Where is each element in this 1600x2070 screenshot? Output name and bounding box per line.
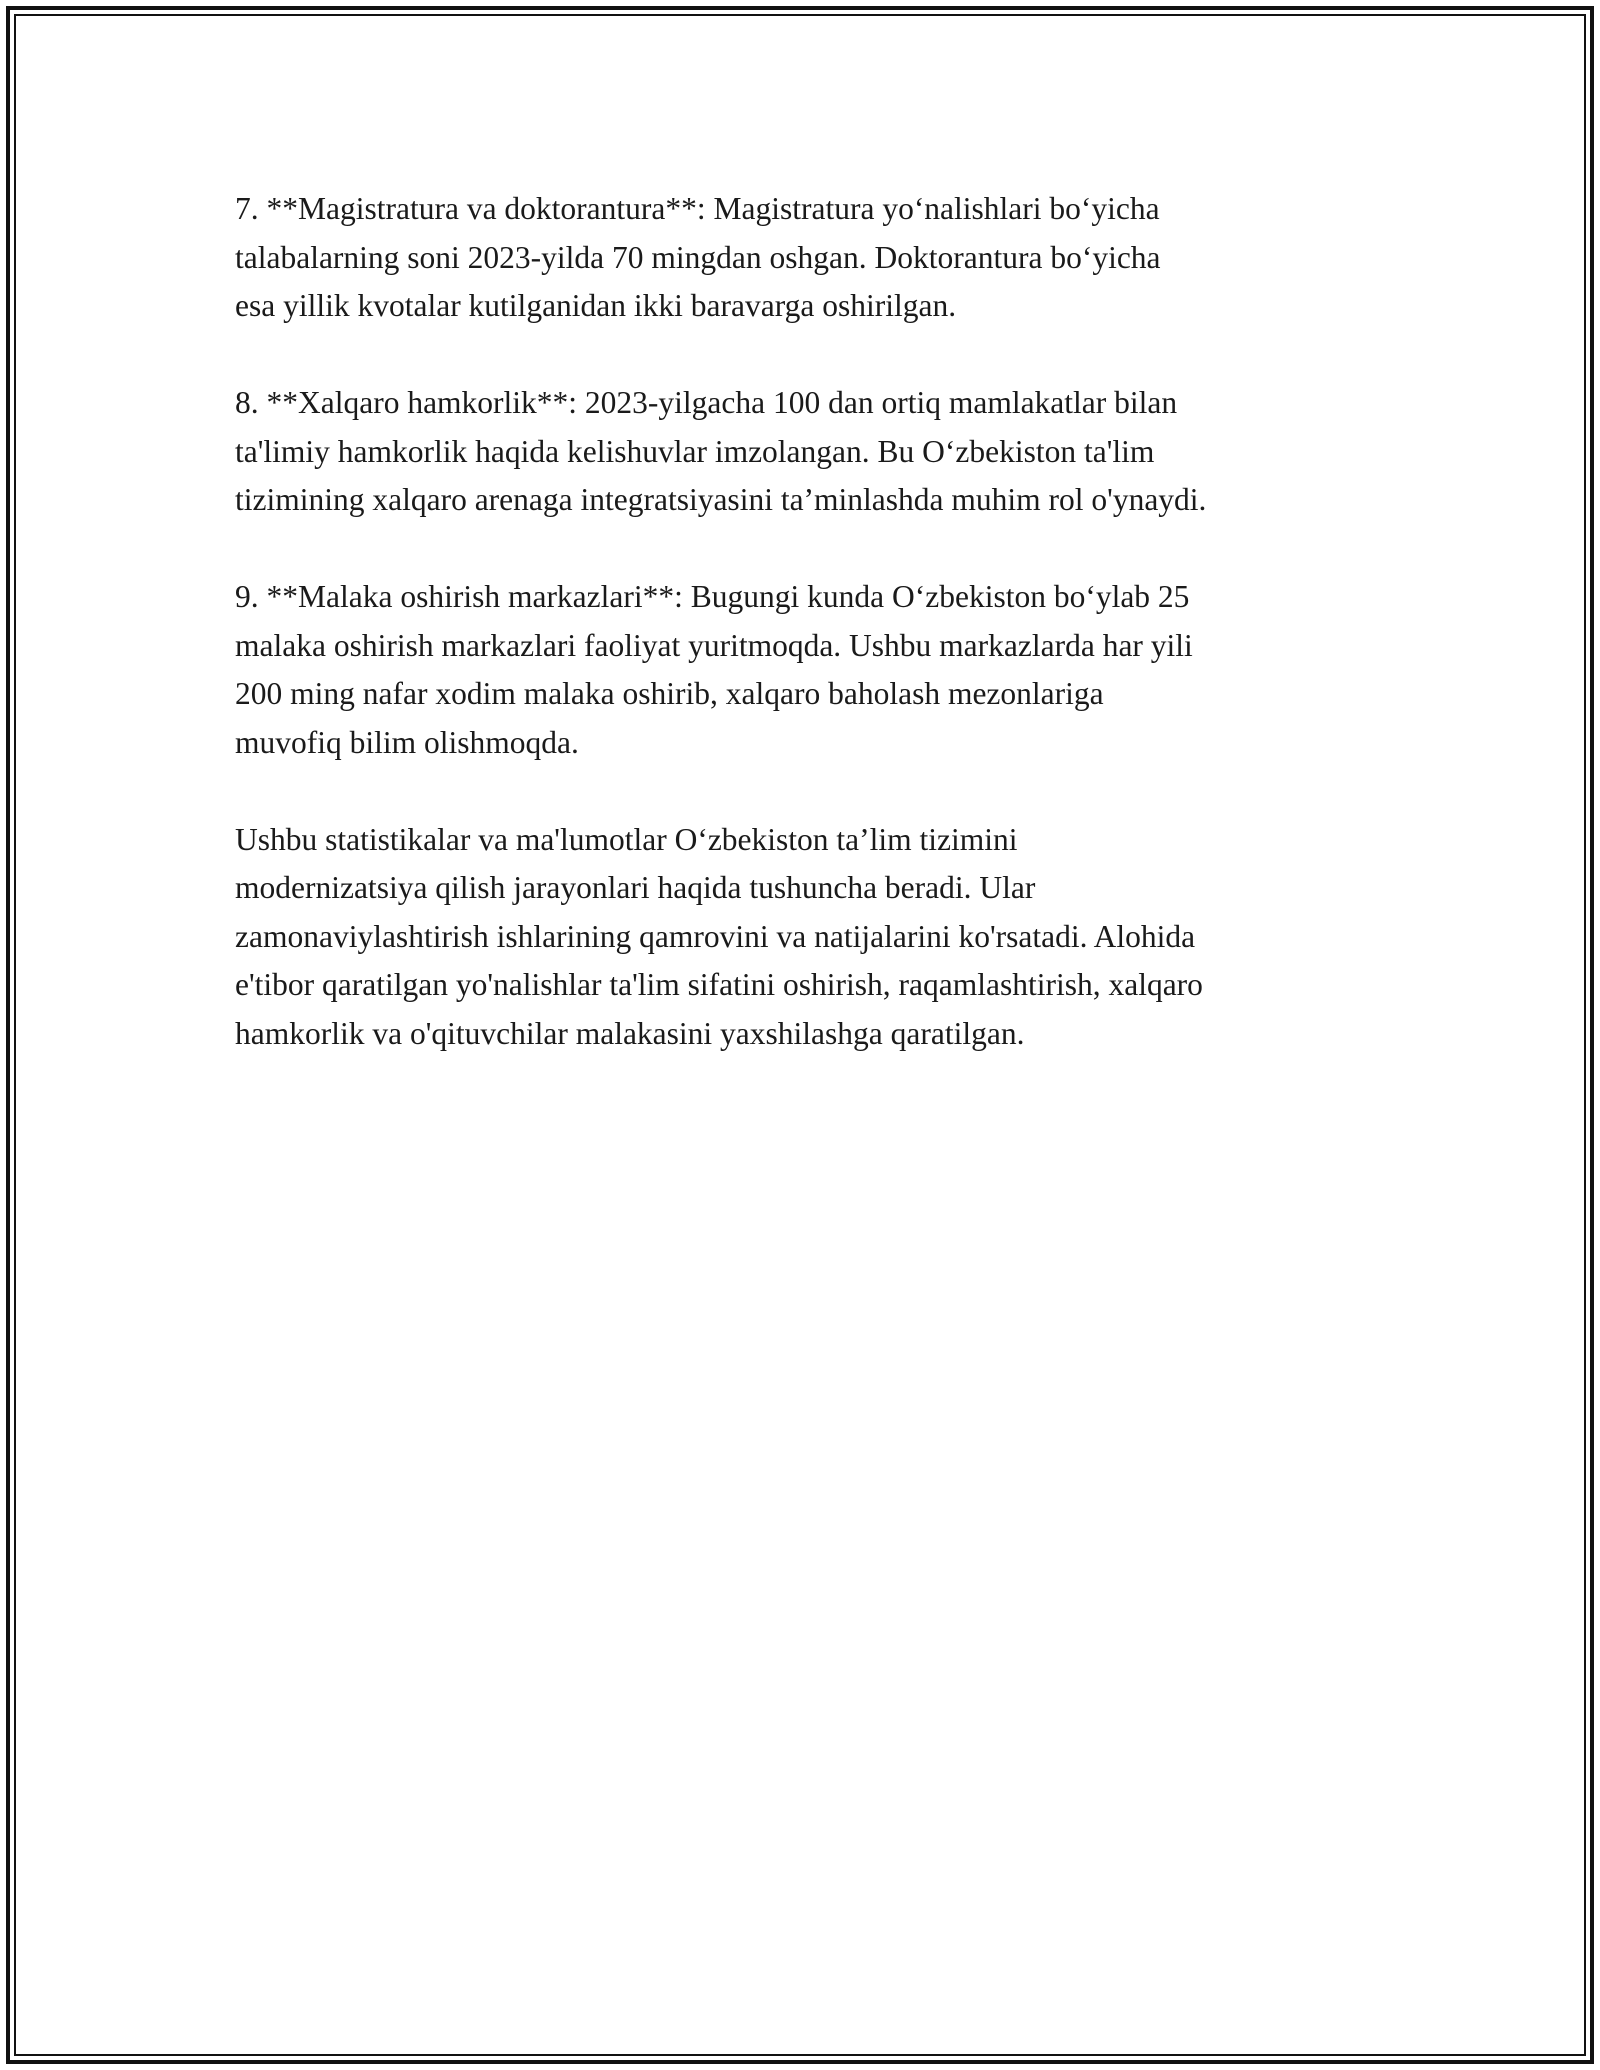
paragraph-conclusion: Ushbu statistikalar va ma'lumotlar O‘zbekiston ta’lim tizimini modernizatsiya qilish jarayonlari haqida tushuncha beradi. Ular zamonaviylashtirish ishlarining qamrovini va natijalarini ko'rsatadi. Alohida e'tibor qaratilgan yo'nalishlar ta'lim sifatini oshirish, raqamlashtirish, xalqaro hamkorlik va o'qituvchilar malakasini yaxshilashga qaratilgan. (235, 821, 1203, 1051)
paragraph-magistratura: 7. **Magistratura va doktorantura**: Magistratura yo‘nalishlari bo‘yicha talabalarning soni 2023-yilda 70 mingdan oshgan. Doktorantura bo‘yicha esa yillik kvotalar kutilganidan ikki baravarga oshirilgan. (235, 191, 1161, 323)
paragraph-xalqaro-hamkorlik: 8. **Xalqaro hamkorlik**: 2023-yilgacha 100 dan ortiq mamlakatlar bilan ta'limiy hamkorlik haqida kelishuvlar imzolangan. Bu O‘zbekiston ta'lim tizimining xalqaro arenaga integratsiyasini ta’minlashda muhim rol o'ynaydi. (235, 385, 1207, 517)
document-body (235, 185, 1395, 1107)
paragraph-malaka-oshirish: 9. **Malaka oshirish markazlari**: Bugungi kunda O‘zbekiston bo‘ylab 25 malaka oshirish markazlari faoliyat yuritmoqda. Ushbu markazlarda har yili 200 ming nafar xodim malaka oshirib, xalqaro baholash mezonlariga muvofiq bilim olishmoqda. (235, 579, 1193, 760)
